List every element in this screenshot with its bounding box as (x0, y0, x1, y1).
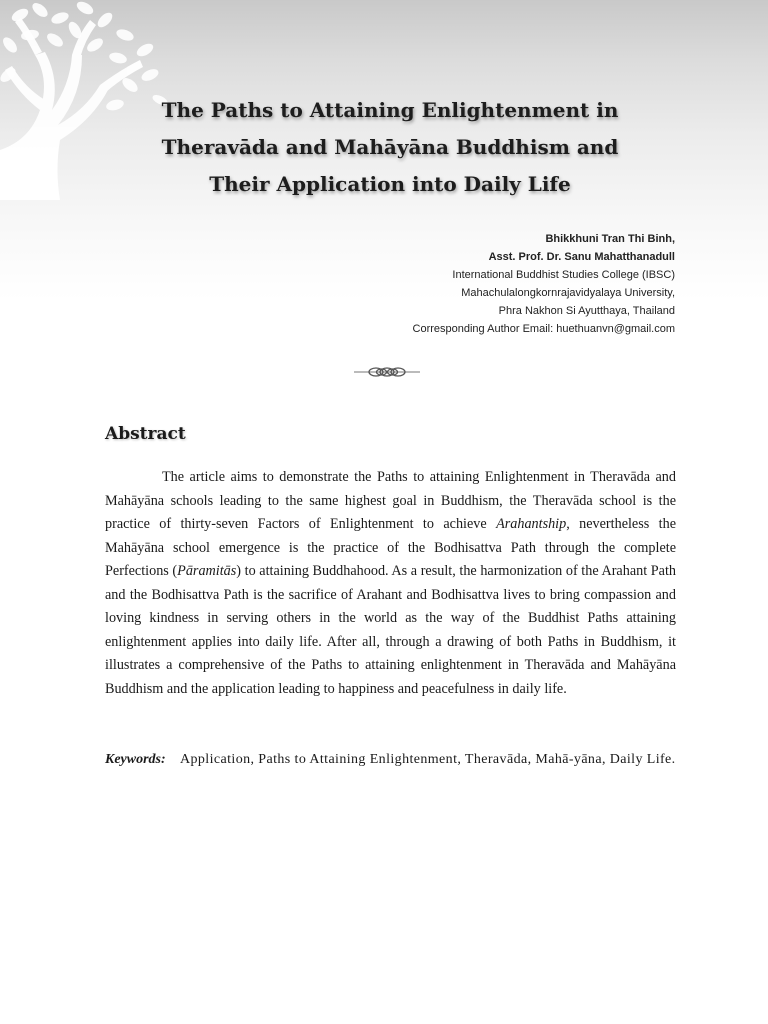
title-line-1: The Paths to Attaining Enlightenment in (161, 98, 619, 122)
affiliation-college: International Buddhist Studies College (IBSC) (452, 269, 675, 281)
title-line-3: Their Application into Daily Life (209, 172, 571, 196)
paper-title (150, 92, 630, 203)
abstract-emphasis-arahantship: Arahantship (496, 516, 567, 532)
author-name-2: Asst. Prof. Dr. Sanu Mahatthanadull (488, 251, 675, 263)
affiliation-location: Phra Nakhon Si Ayutthaya, Thailand (498, 305, 675, 317)
abstract-heading: Abstract (105, 424, 186, 444)
abstract-text-2: , nevertheless the Mahāyāna school emergence is the practice of the Bodhisattva Path through the complete Perfections ( (105, 516, 676, 579)
keywords-text: Application, Paths to Attaining Enlightenment, Theravāda, Mahā-yāna, Daily Life. (180, 752, 676, 767)
keywords-section (105, 748, 676, 772)
keywords-label: Keywords: (105, 752, 166, 767)
title-line-2: Theravāda and Mahāyāna Buddhism and (161, 135, 619, 159)
ornament-divider-icon (354, 363, 420, 381)
corresponding-email: Corresponding Author Email: huethuanvn@gmail.com (412, 323, 675, 335)
author-name-1: Bhikkhuni Tran Thi Binh, (545, 233, 675, 245)
abstract-text-1: The article aims to demonstrate the Paths to attaining Enlightenment in Theravāda and Mahāyāna schools leading to the same highest goal in Buddhism, the Theravāda school is the practice of thirty-seven Factors of Enlightenment to achieve (105, 469, 676, 532)
affiliation-university: Mahachulalongkornrajavidyalaya University, (461, 287, 675, 299)
author-block (413, 230, 675, 338)
abstract-paragraph (105, 466, 676, 701)
abstract-emphasis-paramitas: Pāramitās (177, 563, 237, 579)
abstract-text-3: ) to attaining Buddhahood. As a result, the harmonization of the Arahant Path and the Bodhisattva Path is the sacrifice of Arahant and Bodhisattva lives to bring compassion and loving kindness in serving others in the world as the way of the Buddhist Paths attaining enlightenment applies into daily life. After all, through a drawing of both Paths in Buddhism, it illustrates a comprehensive of the Paths to attaining enlightenment in Theravāda and Mahāyāna Buddhism and the application leading to happiness and peacefulness in daily life. (105, 563, 676, 697)
